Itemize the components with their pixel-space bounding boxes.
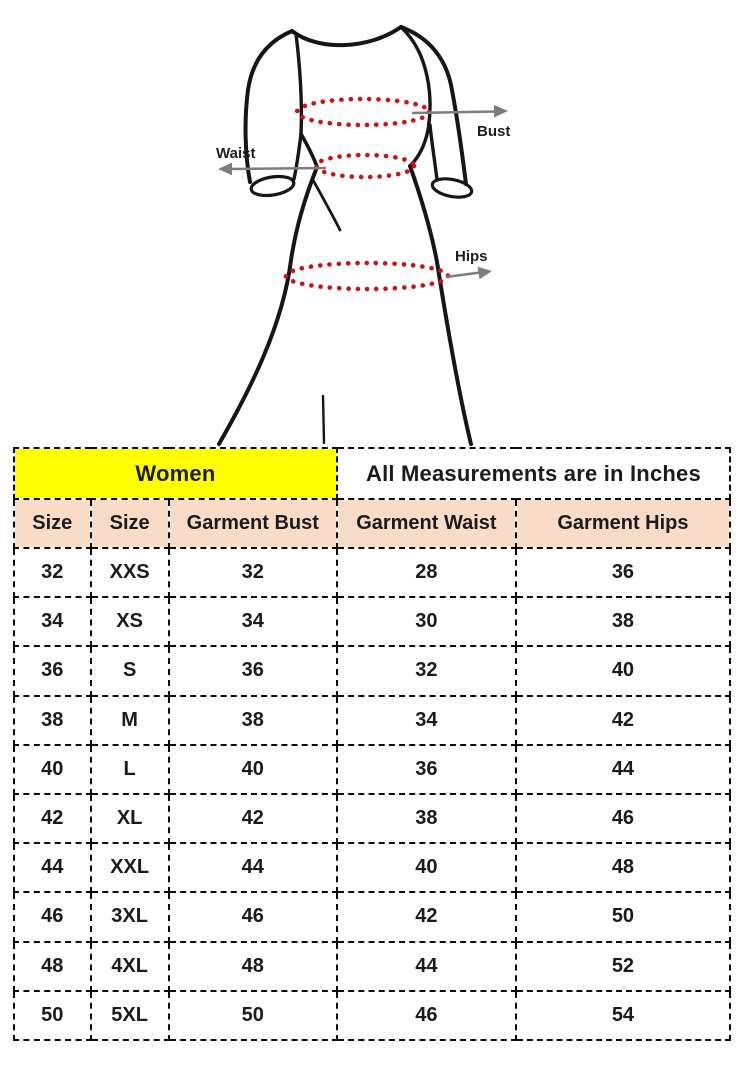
hips-arrowhead-icon	[478, 267, 493, 279]
size-row-3	[14, 696, 730, 745]
size-cell-r0-c0: 32	[14, 548, 91, 597]
size-row-2	[14, 646, 730, 695]
column-header-4: Garment Hips	[516, 499, 730, 548]
size-cell-r1-c2: 34	[169, 597, 337, 646]
size-cell-r8-c1: 4XL	[91, 942, 169, 991]
size-cell-r2-c0: 36	[14, 646, 91, 695]
size-cell-r3-c1: M	[91, 696, 169, 745]
size-cell-r7-c1: 3XL	[91, 892, 169, 941]
size-cell-r9-c0: 50	[14, 991, 91, 1040]
column-header-0: Size	[14, 499, 91, 548]
size-cell-r6-c4: 48	[516, 843, 730, 892]
column-header-2: Garment Bust	[169, 499, 337, 548]
size-cell-r8-c2: 48	[169, 942, 337, 991]
size-row-7	[14, 892, 730, 941]
size-cell-r6-c0: 44	[14, 843, 91, 892]
size-cell-r0-c3: 28	[337, 548, 516, 597]
size-cell-r2-c4: 40	[516, 646, 730, 695]
measurement-ellipses	[286, 99, 448, 289]
hips-measure-ellipse	[286, 263, 448, 289]
size-cell-r5-c3: 38	[337, 794, 516, 843]
group-header-women: Women	[14, 448, 337, 499]
bust-label: Bust	[477, 123, 511, 140]
size-row-6	[14, 843, 730, 892]
size-cell-r4-c0: 40	[14, 745, 91, 794]
size-cell-r1-c4: 38	[516, 597, 730, 646]
size-cell-r1-c0: 34	[14, 597, 91, 646]
size-row-4	[14, 745, 730, 794]
dress-outline	[219, 27, 473, 444]
size-cell-r9-c3: 46	[337, 991, 516, 1040]
size-cell-r5-c1: XL	[91, 794, 169, 843]
size-row-9	[14, 991, 730, 1040]
size-cell-r5-c2: 42	[169, 794, 337, 843]
column-header-row	[14, 499, 730, 548]
size-row-8	[14, 942, 730, 991]
bust-measure-ellipse	[297, 99, 429, 125]
group-header-units: All Measurements are in Inches	[337, 448, 730, 499]
size-cell-r5-c4: 46	[516, 794, 730, 843]
size-row-0	[14, 548, 730, 597]
size-table-body	[14, 548, 730, 1040]
waist-arrowhead-icon	[218, 163, 232, 176]
size-cell-r1-c1: XS	[91, 597, 169, 646]
column-header-3: Garment Waist	[337, 499, 516, 548]
size-cell-r3-c2: 38	[169, 696, 337, 745]
size-cell-r2-c3: 32	[337, 646, 516, 695]
size-cell-r5-c0: 42	[14, 794, 91, 843]
size-cell-r6-c2: 44	[169, 843, 337, 892]
size-cell-r8-c0: 48	[14, 942, 91, 991]
size-cell-r6-c1: XXL	[91, 843, 169, 892]
size-cell-r2-c1: S	[91, 646, 169, 695]
dress-diagram-svg	[0, 0, 746, 447]
hips-label: Hips	[455, 248, 488, 265]
waist-label: Waist	[216, 145, 256, 162]
size-chart-table	[13, 447, 731, 1041]
size-cell-r9-c2: 50	[169, 991, 337, 1040]
size-row-5	[14, 794, 730, 843]
waist-arrow	[230, 168, 326, 169]
size-cell-r6-c3: 40	[337, 843, 516, 892]
size-cell-r3-c3: 34	[337, 696, 516, 745]
size-cell-r3-c4: 42	[516, 696, 730, 745]
size-cell-r4-c1: L	[91, 745, 169, 794]
size-cell-r4-c4: 44	[516, 745, 730, 794]
size-cell-r3-c0: 38	[14, 696, 91, 745]
size-cell-r2-c2: 36	[169, 646, 337, 695]
size-cell-r9-c1: 5XL	[91, 991, 169, 1040]
waist-measure-ellipse	[316, 155, 414, 177]
size-cell-r0-c1: XXS	[91, 548, 169, 597]
size-cell-r9-c4: 54	[516, 991, 730, 1040]
size-cell-r0-c2: 32	[169, 548, 337, 597]
size-table-head	[14, 448, 730, 548]
size-cell-r4-c2: 40	[169, 745, 337, 794]
size-cell-r7-c2: 46	[169, 892, 337, 941]
size-cell-r8-c4: 52	[516, 942, 730, 991]
hips-arrow	[446, 273, 480, 278]
column-header-1: Size	[91, 499, 169, 548]
size-cell-r7-c0: 46	[14, 892, 91, 941]
bust-arrowhead-icon	[494, 105, 508, 118]
size-cell-r7-c4: 50	[516, 892, 730, 941]
group-header-row	[14, 448, 730, 499]
size-cell-r8-c3: 44	[337, 942, 516, 991]
size-cell-r4-c3: 36	[337, 745, 516, 794]
size-cell-r7-c3: 42	[337, 892, 516, 941]
size-cell-r0-c4: 36	[516, 548, 730, 597]
dress-measurement-diagram	[0, 0, 746, 447]
size-cell-r1-c3: 30	[337, 597, 516, 646]
bust-arrow	[412, 112, 496, 114]
size-row-1	[14, 597, 730, 646]
